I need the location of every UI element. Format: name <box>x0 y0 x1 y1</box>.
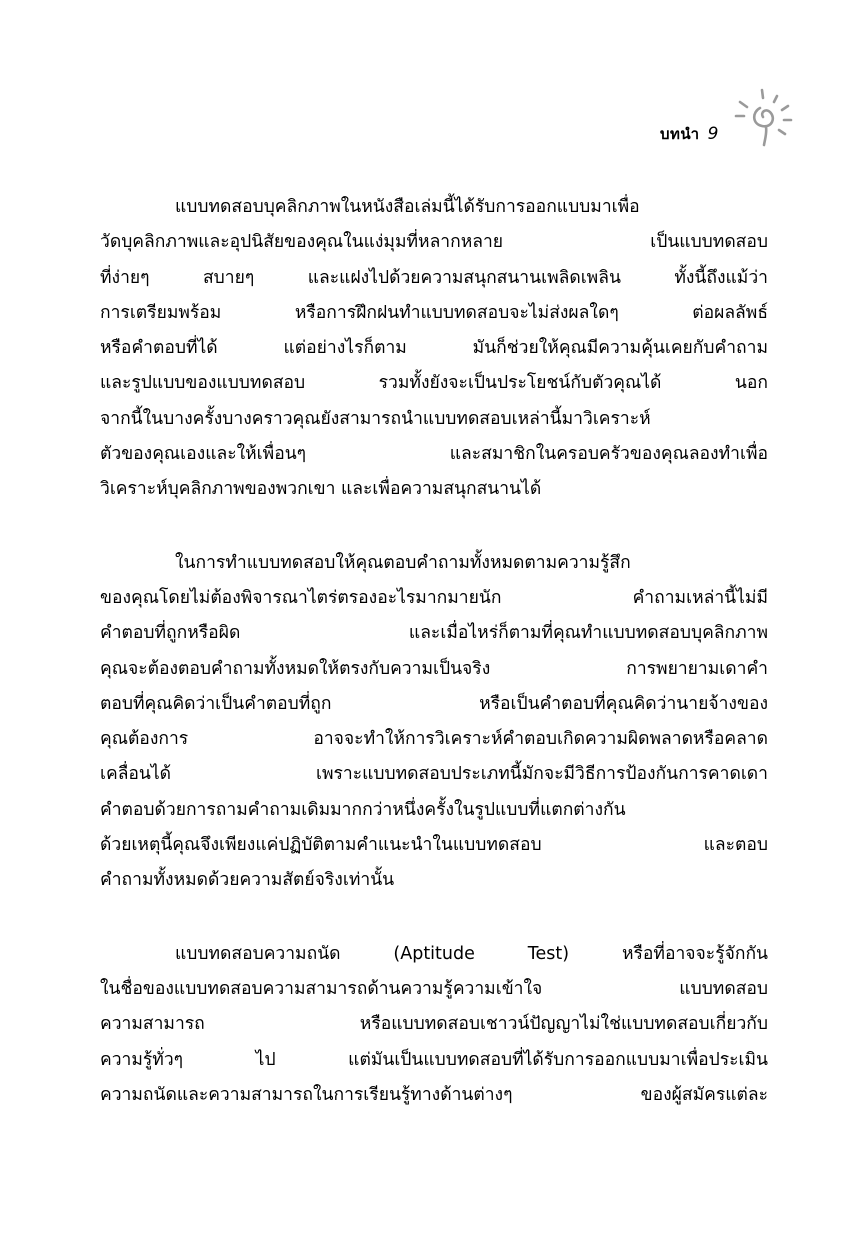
text-line: ตัวของคุณเองและให้เพื่อนๆ และสมาชิกในครอบครัวของคุณลองทำเพื่อ <box>100 444 768 465</box>
chapter-label: บทนำ <box>660 125 700 143</box>
sun-swirl-icon <box>730 78 802 156</box>
text-line: แบบทดสอบความถนัด (Aptitude Test) หรือที่อาจจะรู้จักกัน <box>175 943 768 964</box>
text-line: คุณต้องการ อาจจะทำให้การวิเคราะห์คำตอบเกิดความผิดพลาดหรือคลาด <box>100 729 768 750</box>
text-line: ในการทำแบบทดสอบให้คุณตอบคำถามทั้งหมดตามความรู้สึก <box>175 552 631 573</box>
text-line: แบบทดสอบบุคลิกภาพในหนังสือเล่มนี้ได้รับการออกแบบมาเพื่อ <box>175 197 640 217</box>
text-line: และรูปแบบของแบบทดสอบ รวมทั้งยังจะเป็นประโยชน์กับตัวคุณได้ นอก <box>100 373 768 394</box>
text-line: คำถามทั้งหมดด้วยความสัตย์จริงเท่านั้น <box>100 870 395 891</box>
text-line: ความสามารถ หรือแบบทดสอบเชาวน์ปัญญาไม่ใช่แบบทดสอบเกี่ยวกับ <box>100 1014 768 1035</box>
text-line: หรือคำตอบที่ได้ แต่อย่างไรก็ตาม มันก็ช่วยให้คุณมีความคุ้นเคยกับคำถาม <box>100 338 768 359</box>
paragraph-2 <box>100 546 768 899</box>
text-line: วิเคราะห์บุคลิกภาพของพวกเขา และเพื่อความสนุกสนานได้ <box>100 479 542 500</box>
text-line: ด้วยเหตุนี้คุณจึงเพียงแค่ปฏิบัติตามคำแนะนำในแบบทดสอบ และตอบ <box>100 835 768 856</box>
running-header <box>660 122 719 146</box>
text-line: การเตรียมพร้อม หรือการฝึกฝนทำแบบทดสอบจะไม่ส่งผลใดๆ ต่อผลลัพธ์ <box>100 302 768 323</box>
article-body <box>100 190 768 1151</box>
page-number: 9 <box>707 124 719 144</box>
text-line: คำตอบที่ถูกหรือผิด และเมื่อไหร่ก็ตามที่คุณทำแบบทดสอบบุคลิกภาพ <box>100 623 768 644</box>
paragraph-3 <box>100 937 768 1113</box>
text-line: ตอบที่คุณคิดว่าเป็นคำตอบที่ถูก หรือเป็นคำตอบที่คุณคิดว่านายจ้างของ <box>100 693 768 714</box>
text-line: จากนี้ในบางครั้งบางคราวคุณยังสามารถนำแบบทดสอบเหล่านี้มาวิเคราะห์ <box>100 408 651 429</box>
text-line: วัดบุคลิกภาพและอุปนิสัยของคุณในแง่มุมที่หลากหลาย เป็นแบบทดสอบ <box>100 232 768 253</box>
text-line: ของคุณโดยไม่ต้องพิจารณาไตร่ตรองอะไรมากมายนัก คำถามเหล่านี้ไม่มี <box>100 587 768 608</box>
text-line: เคลื่อนได้ เพราะแบบทดสอบประเภทนี้มักจะมีวิธีการป้องกันการคาดเดา <box>100 764 768 785</box>
paragraph-1 <box>100 190 768 508</box>
text-line: ที่ง่ายๆ สบายๆ และแฝงไปด้วยความสนุกสนานเพลิดเพลิน ทั้งนี้ถึงแม้ว่า <box>100 267 768 288</box>
text-line: ความถนัดและความสามารถในการเรียนรู้ทางด้านต่างๆ ของผู้สมัครแต่ละ <box>100 1084 768 1105</box>
text-line: ความรู้ทั่วๆ ไป แต่มันเป็นแบบทดสอบที่ได้รับการออกแบบมาเพื่อประเมิน <box>100 1049 768 1070</box>
text-line: คุณจะต้องตอบคำถามทั้งหมดให้ตรงกับความเป็นจริง การพยายามเดาคำ <box>100 658 768 679</box>
text-line: ในชื่อของแบบทดสอบความสามารถด้านความรู้ความเข้าใจ แบบทดสอบ <box>100 978 768 999</box>
text-line: คำตอบด้วยการถามคำถามเดิมมากกว่าหนึ่งครั้งในรูปแบบที่แตกต่างกัน <box>100 799 626 820</box>
